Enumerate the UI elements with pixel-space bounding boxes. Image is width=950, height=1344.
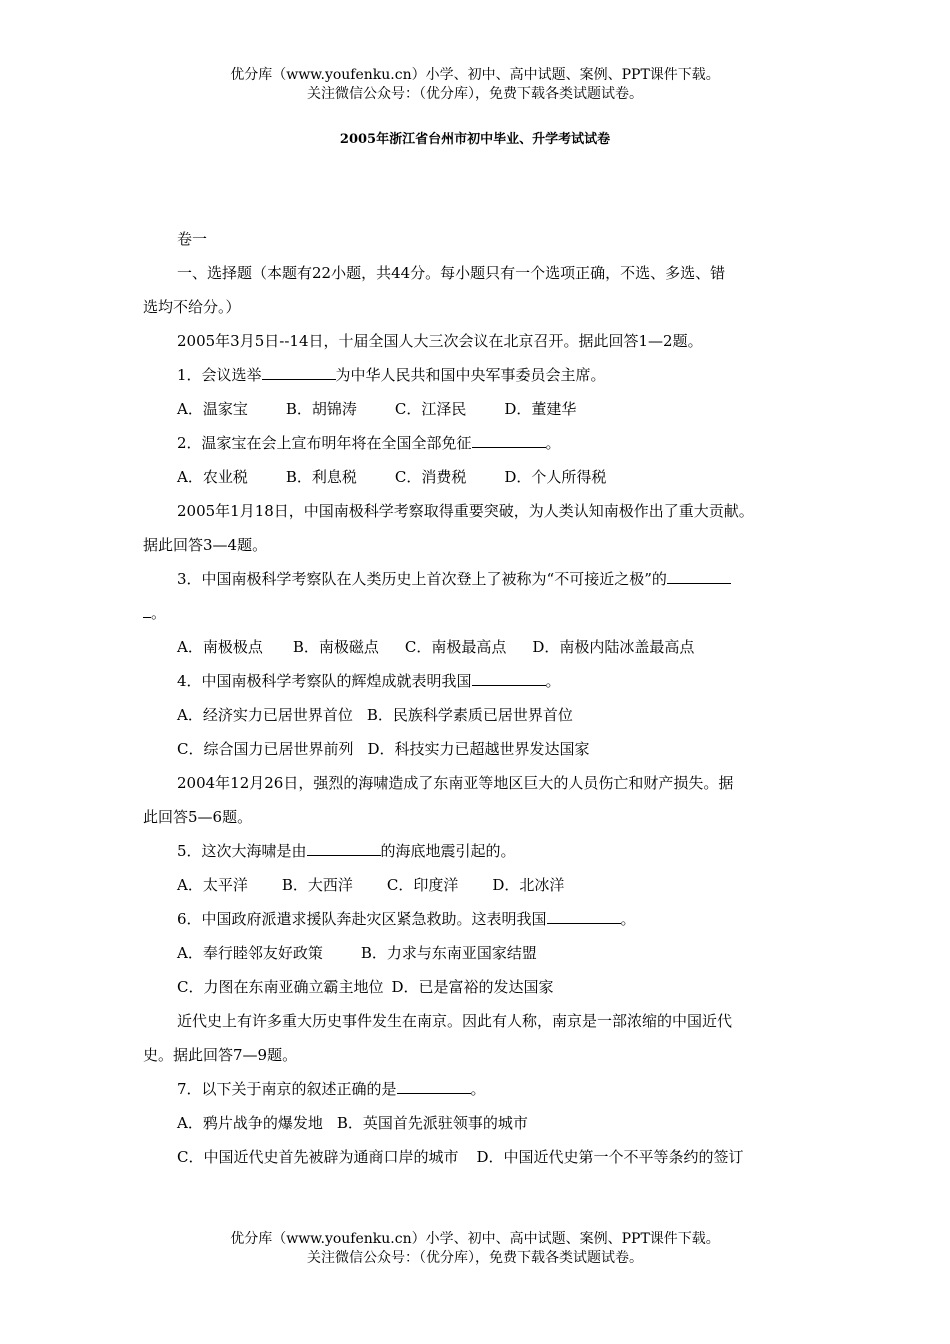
question-2-stem: 2．温家宝在会上宣布明年将在全国全部免征: [177, 434, 472, 452]
header-line-1: 优分库（www.youfenku.cn）小学、初中、高中试题、案例、PPT课件下载。: [230, 67, 720, 83]
option-c: C．江泽民: [394, 400, 467, 418]
answer-blank: [262, 362, 336, 380]
footer-line-1: 优分库（www.youfenku.cn）小学、初中、高中试题、案例、PPT课件下载。: [230, 1231, 720, 1247]
document-title: 2005年浙江省台州市初中毕业、升学考试试卷: [339, 132, 611, 147]
page-header: [0, 66, 950, 104]
page-footer: [0, 1230, 950, 1268]
question-1-options: [143, 392, 811, 426]
option-d: D．南极内陆冰盖最高点: [532, 638, 695, 656]
question-6-stem: 6．中国政府派遣求援队奔赴灾区紧急救助。这表明我国: [177, 910, 547, 928]
footer-line-2: 关注微信公众号：（优分库），免费下载各类试题试卷。: [307, 1250, 643, 1266]
question-3: [143, 562, 811, 596]
question-7-stem: 7．以下关于南京的叙述正确的是: [177, 1080, 397, 1098]
question-7-options-cd: [143, 1140, 811, 1174]
question-4-tail: 。: [545, 672, 561, 690]
passage-1: 2005年3月5日--14日，十届全国人大三次会议在北京召开。据此回答1—2题。: [177, 332, 703, 350]
header-line-2: 关注微信公众号：（优分库），免费下载各类试题试卷。: [307, 86, 643, 102]
answer-blank: [667, 566, 731, 584]
option-b: B．利息税: [285, 468, 357, 486]
question-5-options: [143, 868, 811, 902]
question-2-options: [143, 460, 811, 494]
answer-blank-continued: [143, 600, 151, 618]
option-a: A．太平洋: [177, 876, 248, 894]
option-d: D．北冰洋: [492, 876, 565, 894]
option-b: B．力求与东南亚国家结盟: [360, 944, 537, 962]
question-5: [143, 834, 811, 868]
question-3-tail: 。: [151, 604, 167, 622]
question-4-options-cd: [143, 732, 811, 766]
exam-content: [143, 222, 811, 1174]
question-1-tail: 为中华人民共和国中央军事委员会主席。: [335, 366, 606, 384]
option-d: D．科技实力已超越世界发达国家: [367, 740, 590, 758]
question-6: [143, 902, 811, 936]
question-2: [143, 426, 811, 460]
question-7: [143, 1072, 811, 1106]
option-d: D．中国近代史第一个不平等条约的签订: [476, 1148, 744, 1166]
option-d: D．个人所得税: [504, 468, 607, 486]
question-2-tail: 。: [545, 434, 561, 452]
option-a: A．南极极点: [177, 638, 263, 656]
passage-2-line-2: 据此回答3—4题。: [143, 536, 268, 554]
option-c: C．南极最高点: [404, 638, 507, 656]
option-b: B．胡锦涛: [285, 400, 357, 418]
question-4-stem: 4．中国南极科学考察队的辉煌成就表明我国: [177, 672, 472, 690]
option-c: C．综合国力已居世界前列: [177, 740, 354, 758]
question-5-stem: 5．这次大海啸是由: [177, 842, 307, 860]
option-d: D．董建华: [504, 400, 577, 418]
answer-blank: [397, 1076, 471, 1094]
option-c: C．力图在东南亚确立霸主地位: [177, 978, 384, 996]
question-3-continuation: [143, 596, 811, 630]
question-7-tail: 。: [470, 1080, 486, 1098]
answer-blank: [472, 668, 546, 686]
option-a: A．奉行睦邻友好政策: [177, 944, 323, 962]
question-4-options-ab: [143, 698, 811, 732]
question-4: [143, 664, 811, 698]
option-b: B．南极磁点: [292, 638, 379, 656]
passage-2-line-1: 2005年1月18日，中国南极科学考察取得重要突破，为人类认知南极作出了重大贡献。: [177, 502, 754, 520]
question-7-options-ab: [143, 1106, 811, 1140]
answer-blank: [472, 430, 546, 448]
question-6-options-cd: [143, 970, 811, 1004]
option-c: C．中国近代史首先被辟为通商口岸的城市: [177, 1148, 459, 1166]
option-a: A．经济实力已居世界首位: [177, 706, 353, 724]
question-1-stem: 1．会议选举: [177, 366, 262, 384]
option-b: B．民族科学素质已居世界首位: [366, 706, 573, 724]
answer-blank: [307, 838, 381, 856]
question-3-stem: 3．中国南极科学考察队在人类历史上首次登上了被称为“不可接近之极”的: [177, 570, 667, 588]
question-5-tail: 的海底地震引起的。: [380, 842, 516, 860]
option-c: C．印度洋: [386, 876, 459, 894]
question-1: [143, 358, 811, 392]
option-b: B．大西洋: [281, 876, 353, 894]
passage-3-line-1: 2004年12月26日，强烈的海啸造成了东南亚等地区巨大的人员伤亡和财产损失。据: [177, 774, 734, 792]
option-a: A．农业税: [177, 468, 248, 486]
passage-3-line-2: 此回答5—6题。: [143, 808, 253, 826]
passage-4-line-1: 近代史上有许多重大历史事件发生在南京。因此有人称，南京是一部浓缩的中国近代: [177, 1012, 733, 1030]
section-label: 卷一: [177, 230, 208, 248]
answer-blank: [547, 906, 621, 924]
option-d: D．已是富裕的发达国家: [391, 978, 554, 996]
option-b: B．英国首先派驻领事的城市: [336, 1114, 528, 1132]
option-c: C．消费税: [394, 468, 467, 486]
instructions-line-2: 选均不给分。）: [143, 298, 241, 316]
question-6-tail: 。: [620, 910, 636, 928]
option-a: A．鸦片战争的爆发地: [177, 1114, 323, 1132]
option-a: A．温家宝: [177, 400, 248, 418]
passage-4-line-2: 史。据此回答7—9题。: [143, 1046, 298, 1064]
question-3-options: [143, 630, 811, 664]
instructions-line-1: 一、选择题（本题有22小题，共44分。每小题只有一个选项正确，不选、多选、错: [177, 264, 726, 282]
question-6-options-ab: [143, 936, 811, 970]
